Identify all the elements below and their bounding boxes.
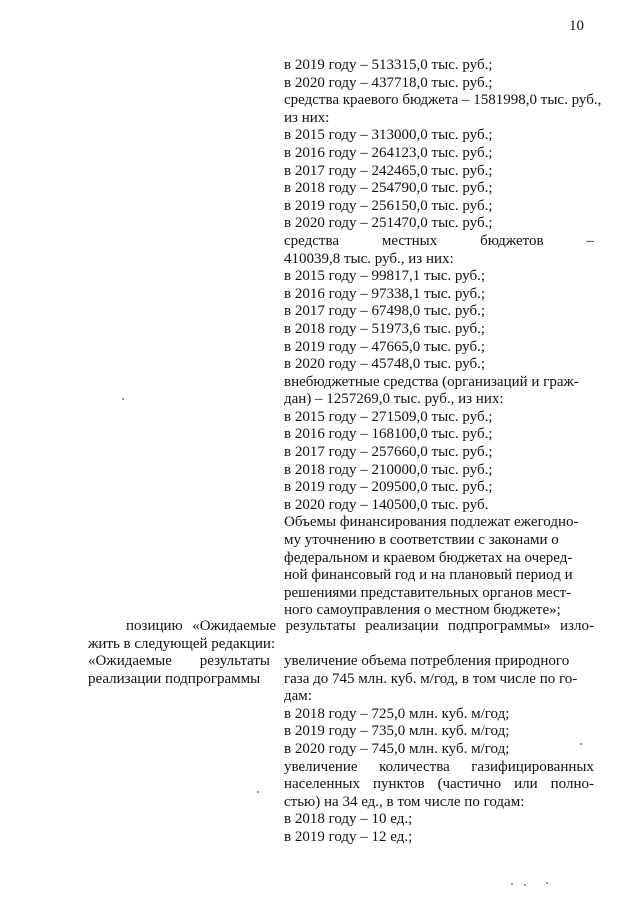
regional-2019-line: в 2019 году – 256150,0 тыс. руб.; xyxy=(284,197,493,214)
local-2015-line: в 2015 году – 99817,1 тыс. руб.; xyxy=(284,268,486,285)
scan-speck xyxy=(580,743,582,745)
results-label-line-1 xyxy=(88,653,270,671)
settlements-word: увеличение xyxy=(284,758,358,775)
instruction-word: изло- xyxy=(560,618,594,634)
funding-note-line: ной финансовый год и на плановый период и xyxy=(284,567,573,584)
settlements-line-2 xyxy=(284,776,594,794)
federal-2020-line: в 2020 году – 437718,0 тыс. руб.; xyxy=(284,74,493,91)
results-label xyxy=(88,653,270,688)
funding-column xyxy=(284,57,602,620)
scan-speck xyxy=(546,882,548,884)
settlements-line-1 xyxy=(284,759,594,777)
funding-note-line: му уточнению в соответствии с законами о xyxy=(284,532,559,549)
funding-note-line: Объемы финансирования подлежат ежегодно- xyxy=(284,514,579,531)
settlements-line-3: стью) на 34 ед., в том числе по годам: xyxy=(284,793,525,810)
settlements-2019-line: в 2019 году – 12 ед.; xyxy=(284,828,413,845)
settlements-word: населенных xyxy=(284,776,360,793)
regional-budget-header-cont: из них: xyxy=(284,109,330,126)
settlements-word: (частично xyxy=(437,776,502,793)
local-header-word: – xyxy=(586,232,594,249)
offbudget-2017-line: в 2017 году – 257660,0 тыс. руб.; xyxy=(284,444,493,461)
local-header-word: местных xyxy=(381,232,438,249)
results-label-line-2: реализации подпрограммы xyxy=(88,670,261,687)
offbudget-2020-line: в 2020 году – 140500,0 тыс. руб. xyxy=(284,496,489,513)
scan-speck xyxy=(257,791,259,793)
regional-2018-line: в 2018 году – 254790,0 тыс. руб.; xyxy=(284,180,493,197)
settlements-word: полно- xyxy=(550,776,594,793)
local-header-word: средства xyxy=(284,232,340,249)
instruction-word: позицию xyxy=(126,618,183,634)
gas-2019-line: в 2019 году – 735,0 млн. куб. м/год; xyxy=(284,723,510,740)
gas-2018-line: в 2018 году – 725,0 млн. куб. м/год; xyxy=(284,705,510,722)
offbudget-2018-line: в 2018 году – 210000,0 тыс. руб.; xyxy=(284,461,493,478)
gas-consumption-line: дам: xyxy=(284,688,312,705)
settlements-word: пунктов xyxy=(372,776,425,793)
settlements-word: газифицированных xyxy=(471,758,594,775)
gas-consumption-line: увеличение объема потребления природного xyxy=(284,653,570,669)
gas-consumption-line: газа до 745 млн. куб. м/год, в том числе по го- xyxy=(284,670,578,687)
funding-note-line: решениями представительных органов мест- xyxy=(284,584,572,601)
regional-2017-line: в 2017 году – 242465,0 тыс. руб.; xyxy=(284,162,493,179)
offbudget-2015-line: в 2015 году – 271509,0 тыс. руб.; xyxy=(284,408,493,425)
local-2020-line: в 2020 году – 45748,0 тыс. руб.; xyxy=(284,356,486,373)
regional-2015-line: в 2015 году – 313000,0 тыс. руб.; xyxy=(284,127,493,144)
offbudget-header: внебюджетные средства (организаций и граж- xyxy=(284,373,579,390)
results-label-word: «Ожидаемые xyxy=(88,653,172,669)
instruction-word: «Ожидаемые xyxy=(192,618,277,634)
federal-2019-line: в 2019 году – 513315,0 тыс. руб.; xyxy=(284,57,493,73)
instruction-line-1 xyxy=(88,618,594,636)
local-2017-line: в 2017 году – 67498,0 тыс. руб.; xyxy=(284,303,486,320)
settlements-2018-line: в 2018 году – 10 ед.; xyxy=(284,811,413,828)
instruction-line-2: жить в следующей редакции: xyxy=(88,635,276,652)
results-label-word: результаты xyxy=(199,653,270,669)
regional-budget-header: средства краевого бюджета – 1581998,0 тыс. руб., xyxy=(284,92,602,109)
local-header-word: бюджетов xyxy=(480,232,544,249)
page-number: 10 xyxy=(569,18,584,34)
instruction-word: реализации xyxy=(365,618,439,634)
funding-note-line: федеральном и краевом бюджетах на очеред- xyxy=(284,549,573,566)
scan-speck xyxy=(511,883,513,885)
scan-speck xyxy=(524,884,526,886)
funding-note-line: ного самоуправления о местном бюджете»; xyxy=(284,602,561,619)
local-2018-line: в 2018 году – 51973,6 тыс. руб.; xyxy=(284,320,486,337)
offbudget-header-cont: дан) – 1257269,0 тыс. руб., из них: xyxy=(284,391,504,408)
local-budget-header-cont: 410039,8 тыс. руб., из них: xyxy=(284,250,454,267)
scan-speck xyxy=(122,398,124,400)
local-2019-line: в 2019 году – 47665,0 тыс. руб.; xyxy=(284,338,486,355)
settlements-word: количества xyxy=(379,758,450,775)
regional-2016-line: в 2016 году – 264123,0 тыс. руб.; xyxy=(284,144,493,161)
results-column xyxy=(284,653,594,847)
regional-2020-line: в 2020 году – 251470,0 тыс. руб.; xyxy=(284,215,493,232)
offbudget-2016-line: в 2016 году – 168100,0 тыс. руб.; xyxy=(284,426,493,443)
instruction-word: результаты xyxy=(285,618,356,634)
instruction-word: подпрограммы» xyxy=(447,618,551,634)
gas-2020-line: в 2020 году – 745,0 млн. куб. м/год; xyxy=(284,740,510,757)
local-2016-line: в 2016 году – 97338,1 тыс. руб.; xyxy=(284,285,486,302)
instruction-paragraph xyxy=(88,618,594,653)
local-budget-header xyxy=(284,233,594,251)
settlements-word: или xyxy=(514,776,538,793)
offbudget-2019-line: в 2019 году – 209500,0 тыс. руб.; xyxy=(284,479,493,496)
